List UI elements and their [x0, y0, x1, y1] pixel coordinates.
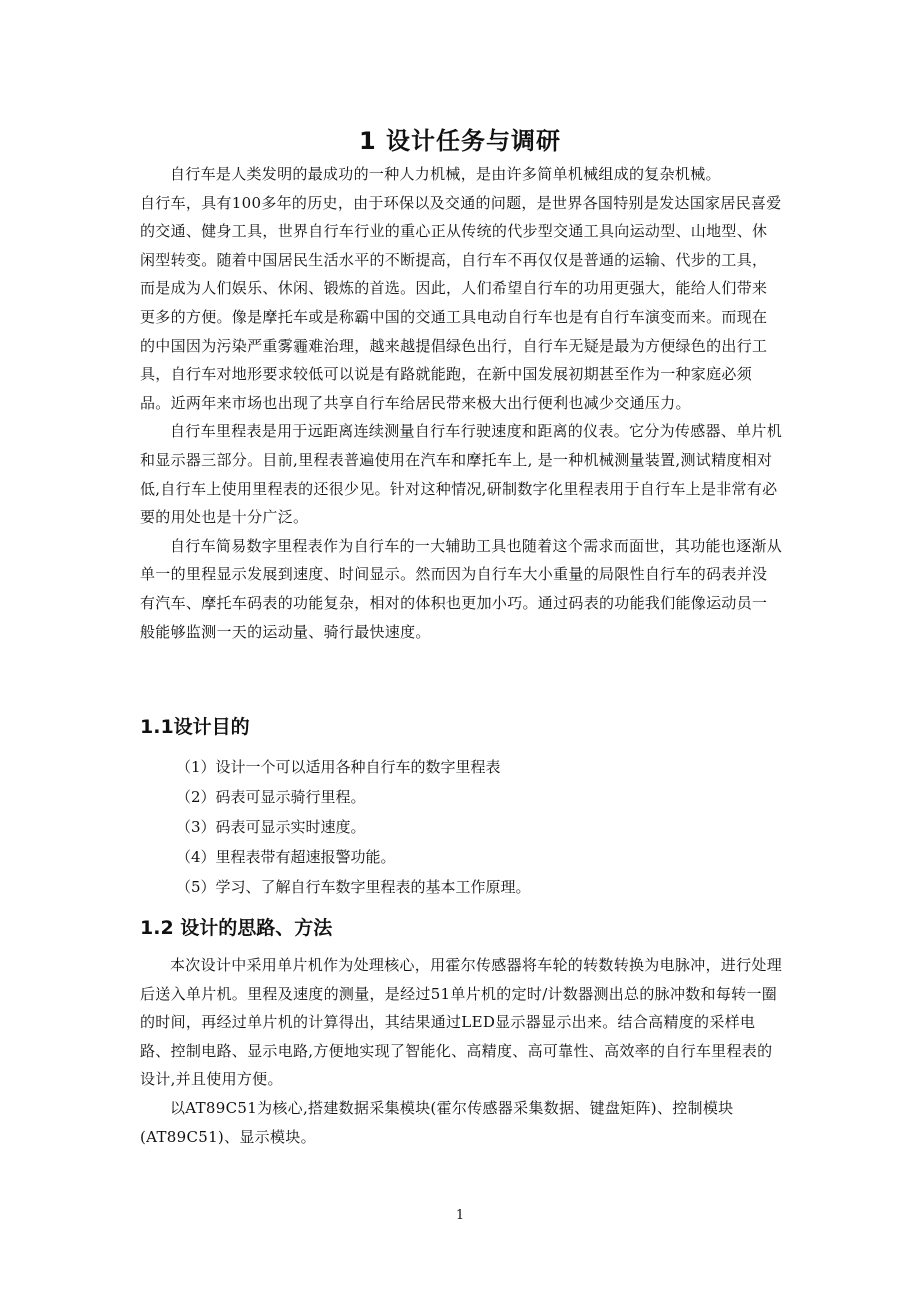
page-number: 1	[455, 1208, 465, 1223]
design-goals-list	[176, 755, 531, 905]
intro-paragraph-1: 自行车是人类发明的最成功的一种人力机械，是由许多简单机械组成的复杂机械。	[170, 165, 721, 183]
section-heading-design-goals: 1.1设计目的	[140, 716, 250, 738]
intro-paragraph-4: 自行车简易数字里程表作为自行车的一大辅助工具也随着这个需求而面世，其功能也逐渐从单一的里程显示发展到速度、时间显示。然而因为自行车大小重量的局限性自行车的码表并没有汽车、摩托车码表的功能复杂，相对的体积也更加小巧。通过码表的功能我们能像运动员一般能够监测一天的运动量、骑行最快速度。	[140, 536, 783, 641]
list-item: （4）里程表带有超速报警功能。	[176, 848, 396, 866]
intro-section	[140, 160, 782, 646]
method-paragraph-2: 以AT89C51为核心,搭建数据采集模块(霍尔传感器采集数据、键盘矩阵)、控制模块(AT89C51)、显示模块。	[140, 1098, 734, 1146]
list-item: （1）设计一个可以适用各种自行车的数字里程表	[176, 758, 501, 776]
intro-paragraph-3: 自行车里程表是用于远距离连续测量自行车行驶速度和距离的仪表。它分为传感器、单片机和显示器三部分。目前,里程表普遍使用在汽车和摩托车上, 是一种机械测量装置,测试精度相对低,自行车上使用里程表的还很少见。针对这种情况,研制数字化里程表用于自行车上是非常有必要的用处也是十分广泛。	[140, 422, 783, 527]
design-method-section	[140, 951, 782, 1151]
page-title: 1 设计任务与调研	[358, 127, 562, 155]
intro-paragraph-2: 自行车，具有100多年的历史，由于环保以及交通的问题，是世界各国特别是发达国家居民喜爱的交通、健身工具，世界自行车行业的重心正从传统的代步型交通工具向运动型、山地型、休闲型转变。随着中国居民生活水平的不断提高，自行车不再仅仅是普通的运输、代步的工具，而是成为人们娱乐、休闲、锻炼的首选。因此，人们希望自行车的功用更强大，能给人们带来更多的方便。像是摩托车或是称霸中国的交通工具电动自行车也是有自行车演变而来。而现在的中国因为污染严重雾霾难治理，越来越提倡绿色出行，自行车无疑是最为方便绿色的出行工具，自行车对地形要求较低可以说是有路就能跑，在新中国发展初期甚至作为一种家庭必须品。近两年来市场也出现了共享自行车给居民带来极大出行便利也减少交通压力。	[140, 193, 782, 412]
section-heading-design-method: 1.2 设计的思路、方法	[140, 917, 333, 939]
list-item: （5）学习、了解自行车数字里程表的基本工作原理。	[176, 878, 531, 896]
list-item: （2）码表可显示骑行里程。	[176, 788, 366, 806]
method-paragraph-1: 本次设计中采用单片机作为处理核心，用霍尔传感器将车轮的转数转换为电脉冲，进行处理后送入单片机。里程及速度的测量，是经过51单片机的定时/计数器测出总的脉冲数和每转一圈的时间，再经过单片机的计算得出，其结果通过LED显示器显示出来。结合高精度的采样电路、控制电路、显示电路,方便地实现了智能化、高精度、高可靠性、高效率的自行车里程表的设计,并且使用方便。	[140, 956, 783, 1089]
list-item: （3）码表可显示实时速度。	[176, 818, 366, 836]
